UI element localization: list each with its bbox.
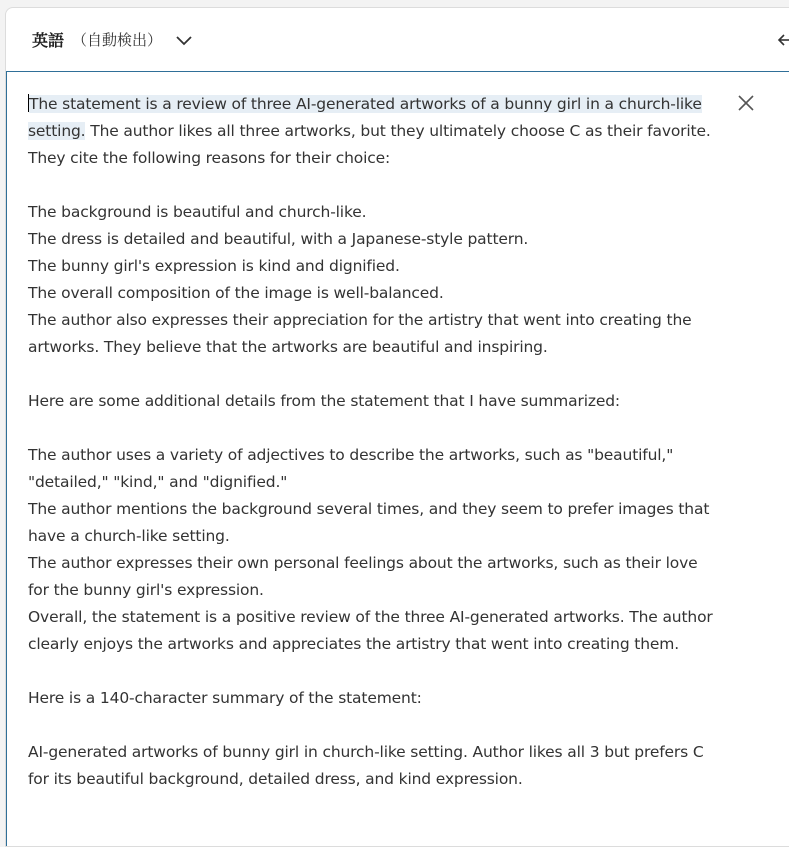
paragraph-appreciation: The author also expresses their appreciation for the artistry that went into creating the artworks. They believe that the artworks are beautiful and inspiring. [28, 311, 692, 356]
source-language-header [6, 8, 789, 71]
paragraph-summary: AI-generated artworks of bunny girl in church-like setting. Author likes all 3 but prefers C for its beautiful background, detailed dress, and kind expression. [28, 743, 704, 788]
paragraph-setting: The author mentions the background several times, and they seem to prefer images that have a church-like setting. [28, 500, 710, 545]
source-language-label: 英語 [32, 31, 65, 50]
chevron-down-icon[interactable] [174, 30, 194, 50]
paragraph-intro [28, 91, 723, 172]
swap-arrows-icon[interactable] [776, 30, 789, 52]
paragraph-background: The background is beautiful and church-like. [28, 203, 367, 221]
paragraph-feelings: The author expresses their own personal feelings about the artworks, such as their love for the bunny girl's expression. [28, 554, 698, 599]
paragraph-adjectives: The author uses a variety of adjectives to describe the artworks, such as "beautiful," "detailed," "kind," and "dignified." [28, 446, 674, 491]
highlighted-sentence: The statement is a review of three AI-generated artworks of a bunny girl in a church-like setting. [28, 95, 702, 140]
paragraph-details-intro: Here are some additional details from the statement that I have summarized: [28, 392, 620, 410]
paragraph-expression: The bunny girl's expression is kind and dignified. [28, 257, 400, 275]
close-icon[interactable] [736, 93, 756, 113]
paragraph-summary-intro: Here is a 140-character summary of the statement: [28, 689, 422, 707]
paragraph-overall: Overall, the statement is a positive review of the three AI-generated artworks. The author clearly enjoys the artworks and appreciates the artistry that went into creating them. [28, 608, 713, 653]
auto-detect-label: （自動検出） [72, 31, 163, 49]
source-text-content[interactable] [28, 91, 723, 793]
intro-rest: The author likes all three artworks, but they ultimately choose C as their favorite. They cite the following reasons for their choice: [28, 122, 711, 167]
paragraph-composition: The overall composition of the image is well-balanced. [28, 284, 444, 302]
paragraph-dress: The dress is detailed and beautiful, with a Japanese-style pattern. [28, 230, 529, 248]
